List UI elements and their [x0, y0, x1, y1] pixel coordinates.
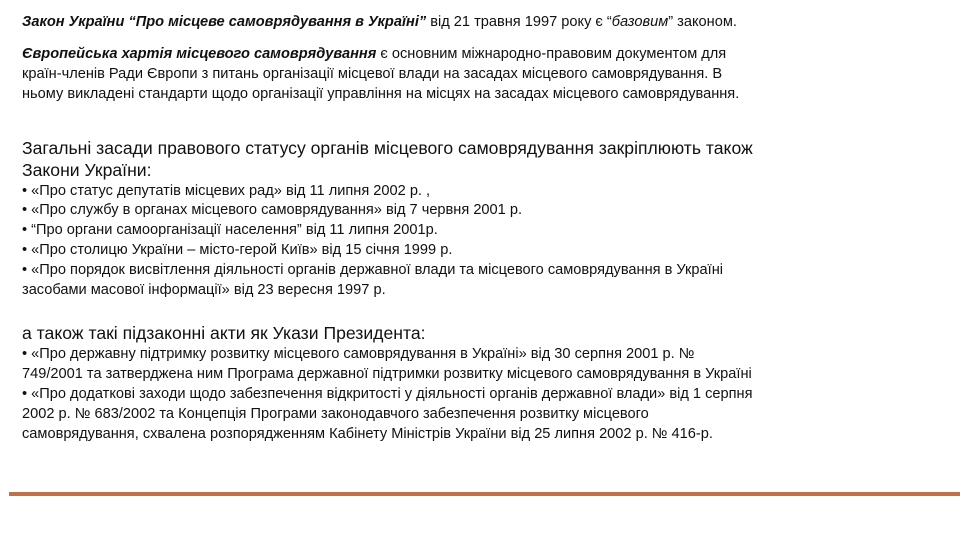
- charter-line-3: ньому викладені стандарти щодо організації управління на місцях на засадах місцевого самоврядування.: [22, 86, 740, 102]
- law-line: [22, 13, 737, 32]
- law-basic: базовим: [611, 14, 669, 30]
- list-item: • «Про порядок висвітлення діяльності органів державної влади та місцевого самоврядування в Україні: [22, 262, 724, 278]
- general-heading-2: Закони України:: [22, 160, 152, 180]
- decree-line: • «Про державну підтримку розвитку місцевого самоврядування в Україні» від 30 серпня 2001 р. №: [22, 346, 695, 362]
- list-item: • «Про столицю України – місто-герой Київ» від 15 січня 1999 р.: [22, 242, 453, 258]
- charter-line-2: країн-членів Ради Європи з питань організації місцевої влади на засадах місцевого самоврядування. В: [22, 66, 723, 82]
- decree-line: 2002 р. № 683/2002 та Концепція Програми законодавчого забезпечення розвитку місцевого: [22, 406, 649, 422]
- law-title: Закон України “Про місцеве самоврядування в Україні”: [22, 14, 427, 30]
- list-item: • «Про службу в органах місцевого самоврядування» від 7 червня 2001 р.: [22, 202, 523, 218]
- decrees-heading: а також такі підзаконні акти як Укази Президента:: [22, 323, 426, 343]
- charter-line-1-rest: є основним міжнародно-правовим документом для: [376, 46, 727, 62]
- list-item: • “Про органи самоорганізації населення” від 11 липня 2001р.: [22, 222, 438, 238]
- list-item-continuation: засобами масової інформації» від 23 вересня 1997 р.: [22, 282, 386, 298]
- law-date: від 21 травня 1997 року є “: [426, 14, 612, 30]
- list-item: • «Про статус депутатів місцевих рад» від 11 липня 2002 р. ,: [22, 183, 431, 199]
- decree-line: 749/2001 та затверджена ним Програма державної підтримки розвитку місцевого самоврядування в Україні: [22, 366, 752, 382]
- charter-title: Європейська хартія місцевого самоврядування: [22, 46, 377, 62]
- decree-line: • «Про додаткові заходи щодо забезпечення відкритості у діяльності органів державної влади» від 1 серпня: [22, 386, 753, 402]
- law-end: ” законом.: [668, 14, 737, 30]
- general-heading-1: Загальні засади правового статусу органів місцевого самоврядування закріплюють також: [22, 138, 753, 158]
- decree-line: самоврядування, схвалена розпорядженням Кабінету Міністрів України від 25 липня 2002 р. № 416-р.: [22, 426, 713, 442]
- bottom-divider: [9, 492, 960, 496]
- charter-line-1: [22, 45, 726, 64]
